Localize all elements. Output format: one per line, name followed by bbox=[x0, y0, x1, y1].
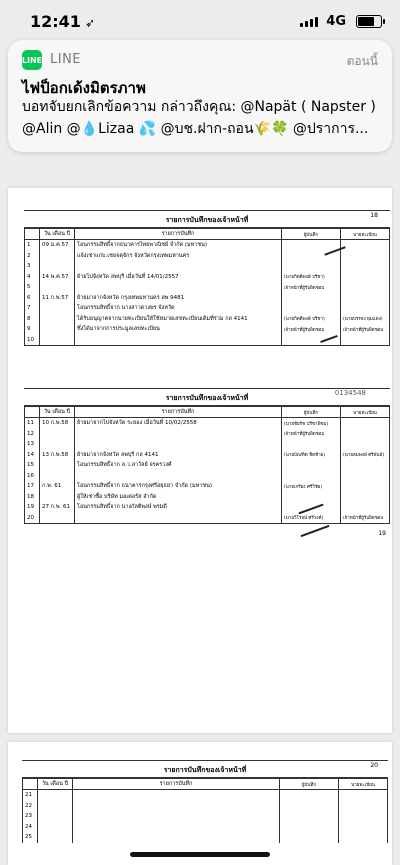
row-entry bbox=[75, 282, 282, 293]
network-type: 4G bbox=[326, 14, 346, 29]
col-recorder-header: ผู้บันทึก bbox=[282, 229, 341, 240]
table-row bbox=[25, 513, 390, 524]
row-number: 11 bbox=[25, 418, 40, 429]
row-recorder: (นายวิโรจน์ ศรีวงค์) bbox=[282, 513, 341, 524]
row-number: 8 bbox=[25, 314, 40, 325]
row-recorder bbox=[282, 303, 341, 314]
col-recorder-header: ผู้บันทึก bbox=[282, 407, 341, 418]
row-registrar bbox=[341, 460, 390, 471]
row-entry bbox=[75, 335, 282, 346]
table-row bbox=[25, 460, 390, 471]
row-registrar bbox=[341, 293, 390, 304]
row-date bbox=[40, 513, 75, 524]
document-serial: 0134548 bbox=[334, 389, 366, 397]
row-number: 1 bbox=[25, 240, 40, 251]
col-recorder-header: ผู้บันทึก bbox=[280, 779, 339, 790]
row-entry: โอนกรรมสิทธิ์จาก ล.ว.ลาวัลย์ จรครวงศ์ bbox=[75, 460, 282, 471]
row-entry: ซึ่งได้มาจากการประมูลเลขทะเบียน bbox=[75, 324, 282, 335]
row-recorder: เจ้าหน้าที่ผู้รับผิดชอบ bbox=[282, 324, 341, 335]
section-title: รายการบันทึกของเจ้าหน้าที่ bbox=[24, 389, 390, 406]
row-recorder: เจ้าหน้าที่ผู้รับผิดชอบ bbox=[282, 429, 341, 440]
row-date bbox=[40, 251, 75, 262]
row-number: 2 bbox=[25, 251, 40, 262]
row-number: 22 bbox=[23, 801, 38, 812]
row-number: 18 bbox=[25, 492, 40, 503]
row-entry: ย้ายไปจังหวัด ลพบุรี เมื่อวันที่ 14/01/2557 bbox=[75, 272, 282, 283]
page-number: 20 bbox=[370, 762, 378, 769]
row-date bbox=[40, 492, 75, 503]
row-number: 3 bbox=[25, 261, 40, 272]
row-registrar bbox=[341, 429, 390, 440]
row-number: 4 bbox=[25, 272, 40, 283]
table-row bbox=[23, 832, 388, 843]
table-row bbox=[25, 481, 390, 492]
table-row bbox=[23, 822, 388, 833]
row-date: 14 พ.ค.57 bbox=[40, 272, 75, 283]
row-date bbox=[40, 261, 75, 272]
row-number: 12 bbox=[25, 429, 40, 440]
footer-page-number: 19 bbox=[378, 530, 386, 537]
row-registrar bbox=[341, 439, 390, 450]
row-date: 09 ม.ค.57 bbox=[40, 240, 75, 251]
row-registrar bbox=[339, 822, 388, 833]
table-row bbox=[25, 261, 390, 272]
row-registrar bbox=[341, 335, 390, 346]
table-row bbox=[25, 324, 390, 335]
col-no-header bbox=[25, 229, 40, 240]
row-registrar bbox=[341, 492, 390, 503]
record-section-1 bbox=[24, 210, 390, 346]
row-recorder bbox=[282, 460, 341, 471]
row-entry bbox=[73, 811, 280, 822]
row-entry bbox=[75, 471, 282, 482]
row-entry: ย้ายมาจากจังหวัด กรุงเทพมหานคร ลพ 9481 bbox=[75, 293, 282, 304]
table-row bbox=[23, 801, 388, 812]
row-date bbox=[40, 429, 75, 440]
row-entry: ย้ายมาจากจังหวัด ลพบุรี กล 4141 bbox=[75, 450, 282, 461]
row-date: ก.พ. 61 bbox=[40, 481, 75, 492]
row-recorder bbox=[282, 439, 341, 450]
row-entry bbox=[75, 513, 282, 524]
table-row bbox=[23, 790, 388, 801]
record-table-2 bbox=[24, 406, 390, 523]
row-date bbox=[40, 282, 75, 293]
status-bar bbox=[0, 0, 400, 44]
document-page-scan bbox=[8, 188, 392, 733]
row-date bbox=[40, 314, 75, 325]
row-number: 23 bbox=[23, 811, 38, 822]
row-registrar: เจ้าหน้าที่ผู้รับผิดชอบ bbox=[341, 513, 390, 524]
row-date bbox=[38, 832, 73, 843]
line-notification-banner[interactable] bbox=[8, 40, 392, 152]
row-recorder bbox=[280, 832, 339, 843]
page-number: 18 bbox=[370, 212, 378, 219]
row-date bbox=[38, 790, 73, 801]
table-row bbox=[25, 429, 390, 440]
row-date bbox=[40, 439, 75, 450]
home-indicator[interactable] bbox=[130, 852, 270, 857]
row-number: 7 bbox=[25, 303, 40, 314]
row-entry bbox=[75, 261, 282, 272]
row-recorder: (นายกิตติพงษ์ ปรีชา) bbox=[282, 314, 341, 325]
row-entry: โอนกรรมสิทธิ์จาก นางกัลติพงษ์ พรมดี bbox=[75, 502, 282, 513]
row-recorder bbox=[280, 811, 339, 822]
table-row bbox=[25, 293, 390, 304]
row-recorder bbox=[280, 790, 339, 801]
table-row bbox=[25, 471, 390, 482]
row-number: 5 bbox=[25, 282, 40, 293]
row-registrar bbox=[341, 502, 390, 513]
col-date-header: วัน เดือน ปี bbox=[40, 229, 75, 240]
row-entry: โอนกรรมสิทธิ์จาก ธนาคารกรุงศรีอยุธยา จำกัด (มหาชน) bbox=[75, 481, 282, 492]
table-row bbox=[25, 502, 390, 513]
status-time: 12:41 ➶ bbox=[30, 12, 95, 31]
table-row bbox=[25, 282, 390, 293]
row-date: 13 ก.พ.58 bbox=[40, 450, 75, 461]
row-date bbox=[38, 822, 73, 833]
row-registrar: เจ้าหน้าที่ผู้รับผิดชอบ bbox=[341, 324, 390, 335]
table-row bbox=[25, 272, 390, 283]
row-number: 24 bbox=[23, 822, 38, 833]
section-title: รายการบันทึกของเจ้าหน้าที่ bbox=[22, 761, 388, 778]
table-row bbox=[25, 303, 390, 314]
row-recorder bbox=[282, 471, 341, 482]
row-registrar bbox=[341, 272, 390, 283]
row-number: 19 bbox=[25, 502, 40, 513]
table-row bbox=[25, 418, 390, 429]
location-arrow-icon: ➶ bbox=[84, 16, 95, 30]
row-registrar: (นายบรรจง พุ่มแดง) bbox=[341, 314, 390, 325]
col-date-header: วัน เดือน ปี bbox=[38, 779, 73, 790]
row-recorder bbox=[282, 293, 341, 304]
row-number: 17 bbox=[25, 481, 40, 492]
row-number: 10 bbox=[25, 335, 40, 346]
row-entry: ย้ายมาจากไปจังหวัด ระยอง เมื่อวันที่ 10/02/2558 bbox=[75, 418, 282, 429]
table-row bbox=[23, 811, 388, 822]
record-table-3 bbox=[22, 778, 388, 843]
battery-icon bbox=[356, 15, 382, 28]
row-registrar bbox=[341, 282, 390, 293]
col-no-header bbox=[25, 407, 40, 418]
notification-body: บอทจับยกเลิกข้อความ กล่าวถึงคุณ: @Napät ( Napster ) @Alin @💧Lizaa 💦 @บช.ฝาก-ถอน🌾🍀 @ปราการ... bbox=[22, 99, 376, 137]
row-date: 10 ก.พ.58 bbox=[40, 418, 75, 429]
row-number: 13 bbox=[25, 439, 40, 450]
row-number: 20 bbox=[25, 513, 40, 524]
row-number: 15 bbox=[25, 460, 40, 471]
row-registrar bbox=[341, 418, 390, 429]
row-entry: โอนกรรมสิทธิ์จากธนาคารไทยพาณิชย์ จำกัด (มหาชน) bbox=[75, 240, 282, 251]
col-entry-header: รายการบันทึก bbox=[73, 779, 280, 790]
record-section-3 bbox=[22, 760, 388, 843]
col-registrar-header: นายทะเบียน bbox=[341, 407, 390, 418]
row-registrar bbox=[341, 481, 390, 492]
row-recorder: (นายบัณฑิต ชิดซ้าย) bbox=[282, 450, 341, 461]
row-registrar bbox=[341, 240, 390, 251]
row-date bbox=[40, 335, 75, 346]
row-registrar bbox=[339, 832, 388, 843]
row-registrar bbox=[341, 251, 390, 262]
notification-title: ไฟป็อกเด้งมิตรภาพ bbox=[22, 79, 146, 97]
row-date bbox=[40, 460, 75, 471]
row-entry: ผู้ให้เช่าซื้อ บริษัท มอเตอร์ส จำกัด bbox=[75, 492, 282, 503]
row-recorder: (นายชัยรัช ปรีชาพิชม) bbox=[282, 418, 341, 429]
row-recorder: เจ้าหน้าที่ผู้รับผิดชอบ bbox=[282, 282, 341, 293]
row-entry bbox=[73, 832, 280, 843]
row-entry: โอนกรรมสิทธิ์จาก นางสาวดวงพร จังหวัด bbox=[75, 303, 282, 314]
row-entry bbox=[73, 822, 280, 833]
col-no-header bbox=[23, 779, 38, 790]
row-recorder bbox=[282, 492, 341, 503]
row-recorder: (นายเกรียง ศรีวิชัย) bbox=[282, 481, 341, 492]
table-row bbox=[25, 450, 390, 461]
row-recorder bbox=[282, 261, 341, 272]
row-registrar bbox=[339, 801, 388, 812]
col-date-header: วัน เดือน ปี bbox=[40, 407, 75, 418]
row-date: 27 ก.พ. 61 bbox=[40, 502, 75, 513]
row-number: 16 bbox=[25, 471, 40, 482]
col-entry-header: รายการบันทึก bbox=[75, 407, 282, 418]
row-date bbox=[38, 801, 73, 812]
row-entry: ได้รับอนุญาตจากนายทะเบียนให้ใช้หมายเลขทะเบียนเดิมที่ร่วม กล 4141 bbox=[75, 314, 282, 325]
section-title: รายการบันทึกของเจ้าหน้าที่ bbox=[24, 211, 390, 228]
row-date bbox=[38, 811, 73, 822]
document-page-scan bbox=[8, 742, 392, 865]
row-number: 14 bbox=[25, 450, 40, 461]
row-entry bbox=[75, 439, 282, 450]
row-recorder: (นายกิตติพงษ์ ปรีชา) bbox=[282, 272, 341, 283]
col-entry-header: รายการบันทึก bbox=[75, 229, 282, 240]
row-entry: แจ้งเช่าแก่บ.เชยจตุจักร จังหวัดกรุงเทพมหานคร bbox=[75, 251, 282, 262]
table-row bbox=[25, 439, 390, 450]
row-number: 21 bbox=[23, 790, 38, 801]
row-recorder bbox=[280, 801, 339, 812]
row-number: 9 bbox=[25, 324, 40, 335]
row-date: 11 ก.พ.57 bbox=[40, 293, 75, 304]
col-registrar-header: นายทะเบียน bbox=[339, 779, 388, 790]
signal-bars-icon bbox=[300, 17, 318, 27]
row-entry bbox=[73, 801, 280, 812]
row-entry bbox=[75, 429, 282, 440]
table-row bbox=[25, 492, 390, 503]
col-registrar-header: นายทะเบียน bbox=[341, 229, 390, 240]
row-date bbox=[40, 303, 75, 314]
line-app-icon: LINE bbox=[22, 50, 42, 70]
row-recorder bbox=[280, 822, 339, 833]
row-registrar bbox=[341, 471, 390, 482]
row-number: 25 bbox=[23, 832, 38, 843]
record-section-2 bbox=[24, 388, 390, 537]
table-row bbox=[25, 314, 390, 325]
row-registrar: (นายสมพงษ์ ศรีพันธ์) bbox=[341, 450, 390, 461]
row-number: 6 bbox=[25, 293, 40, 304]
row-registrar bbox=[341, 261, 390, 272]
row-entry bbox=[73, 790, 280, 801]
record-table-1 bbox=[24, 228, 390, 345]
row-date bbox=[40, 324, 75, 335]
row-date bbox=[40, 471, 75, 482]
row-registrar bbox=[339, 790, 388, 801]
notification-app-name: LINE bbox=[50, 52, 82, 67]
row-recorder bbox=[282, 240, 341, 251]
row-registrar bbox=[341, 303, 390, 314]
row-registrar bbox=[339, 811, 388, 822]
notification-time: ตอนนี้ bbox=[346, 54, 378, 68]
